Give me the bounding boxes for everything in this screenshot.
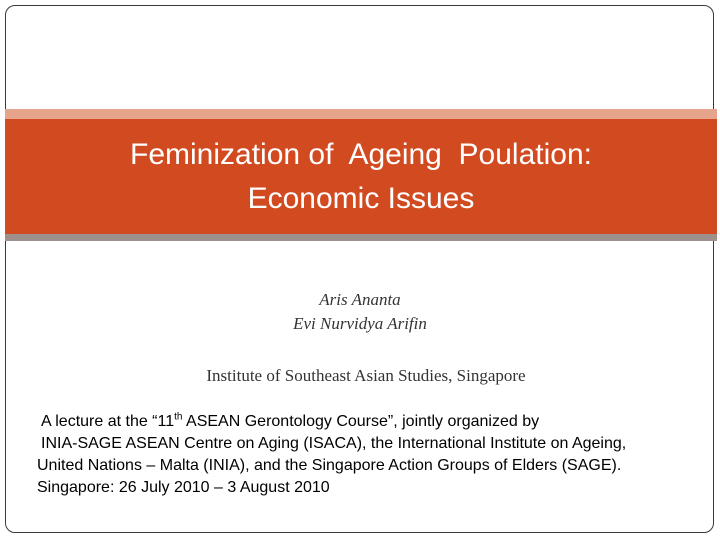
lecture-line-1-start: A lecture at the “11 xyxy=(41,413,175,430)
lecture-line-1-end: ASEAN Gerontology Course”, jointly organized by xyxy=(182,413,540,430)
lecture-line-1 xyxy=(37,411,713,433)
author-1: Aris Ananta xyxy=(319,290,401,309)
title-band-top-stripe xyxy=(5,109,717,119)
lecture-line-3: United Nations – Malta (INIA), and the Singapore Action Groups of Elders (SAGE). xyxy=(37,457,622,474)
lecture-line-2: INIA-SAGE ASEAN Centre on Aging (ISACA), the International Institute on Ageing, xyxy=(41,435,627,452)
lecture-line-4: Singapore: 26 July 2010 – 3 August 2010 xyxy=(37,479,330,496)
title-line-2: Economic Issues xyxy=(247,181,475,215)
lecture-info xyxy=(37,411,713,499)
author-2: Evi Nurvidya Arifin xyxy=(293,314,427,333)
institute: Institute of Southeast Asian Studies, Singapore xyxy=(206,366,526,385)
title-line-1: Feminization of Ageing Poulation: xyxy=(130,137,592,171)
slide-title xyxy=(5,119,717,234)
title-band-bottom-stripe xyxy=(5,234,717,241)
ordinal-suffix: th xyxy=(174,411,183,423)
